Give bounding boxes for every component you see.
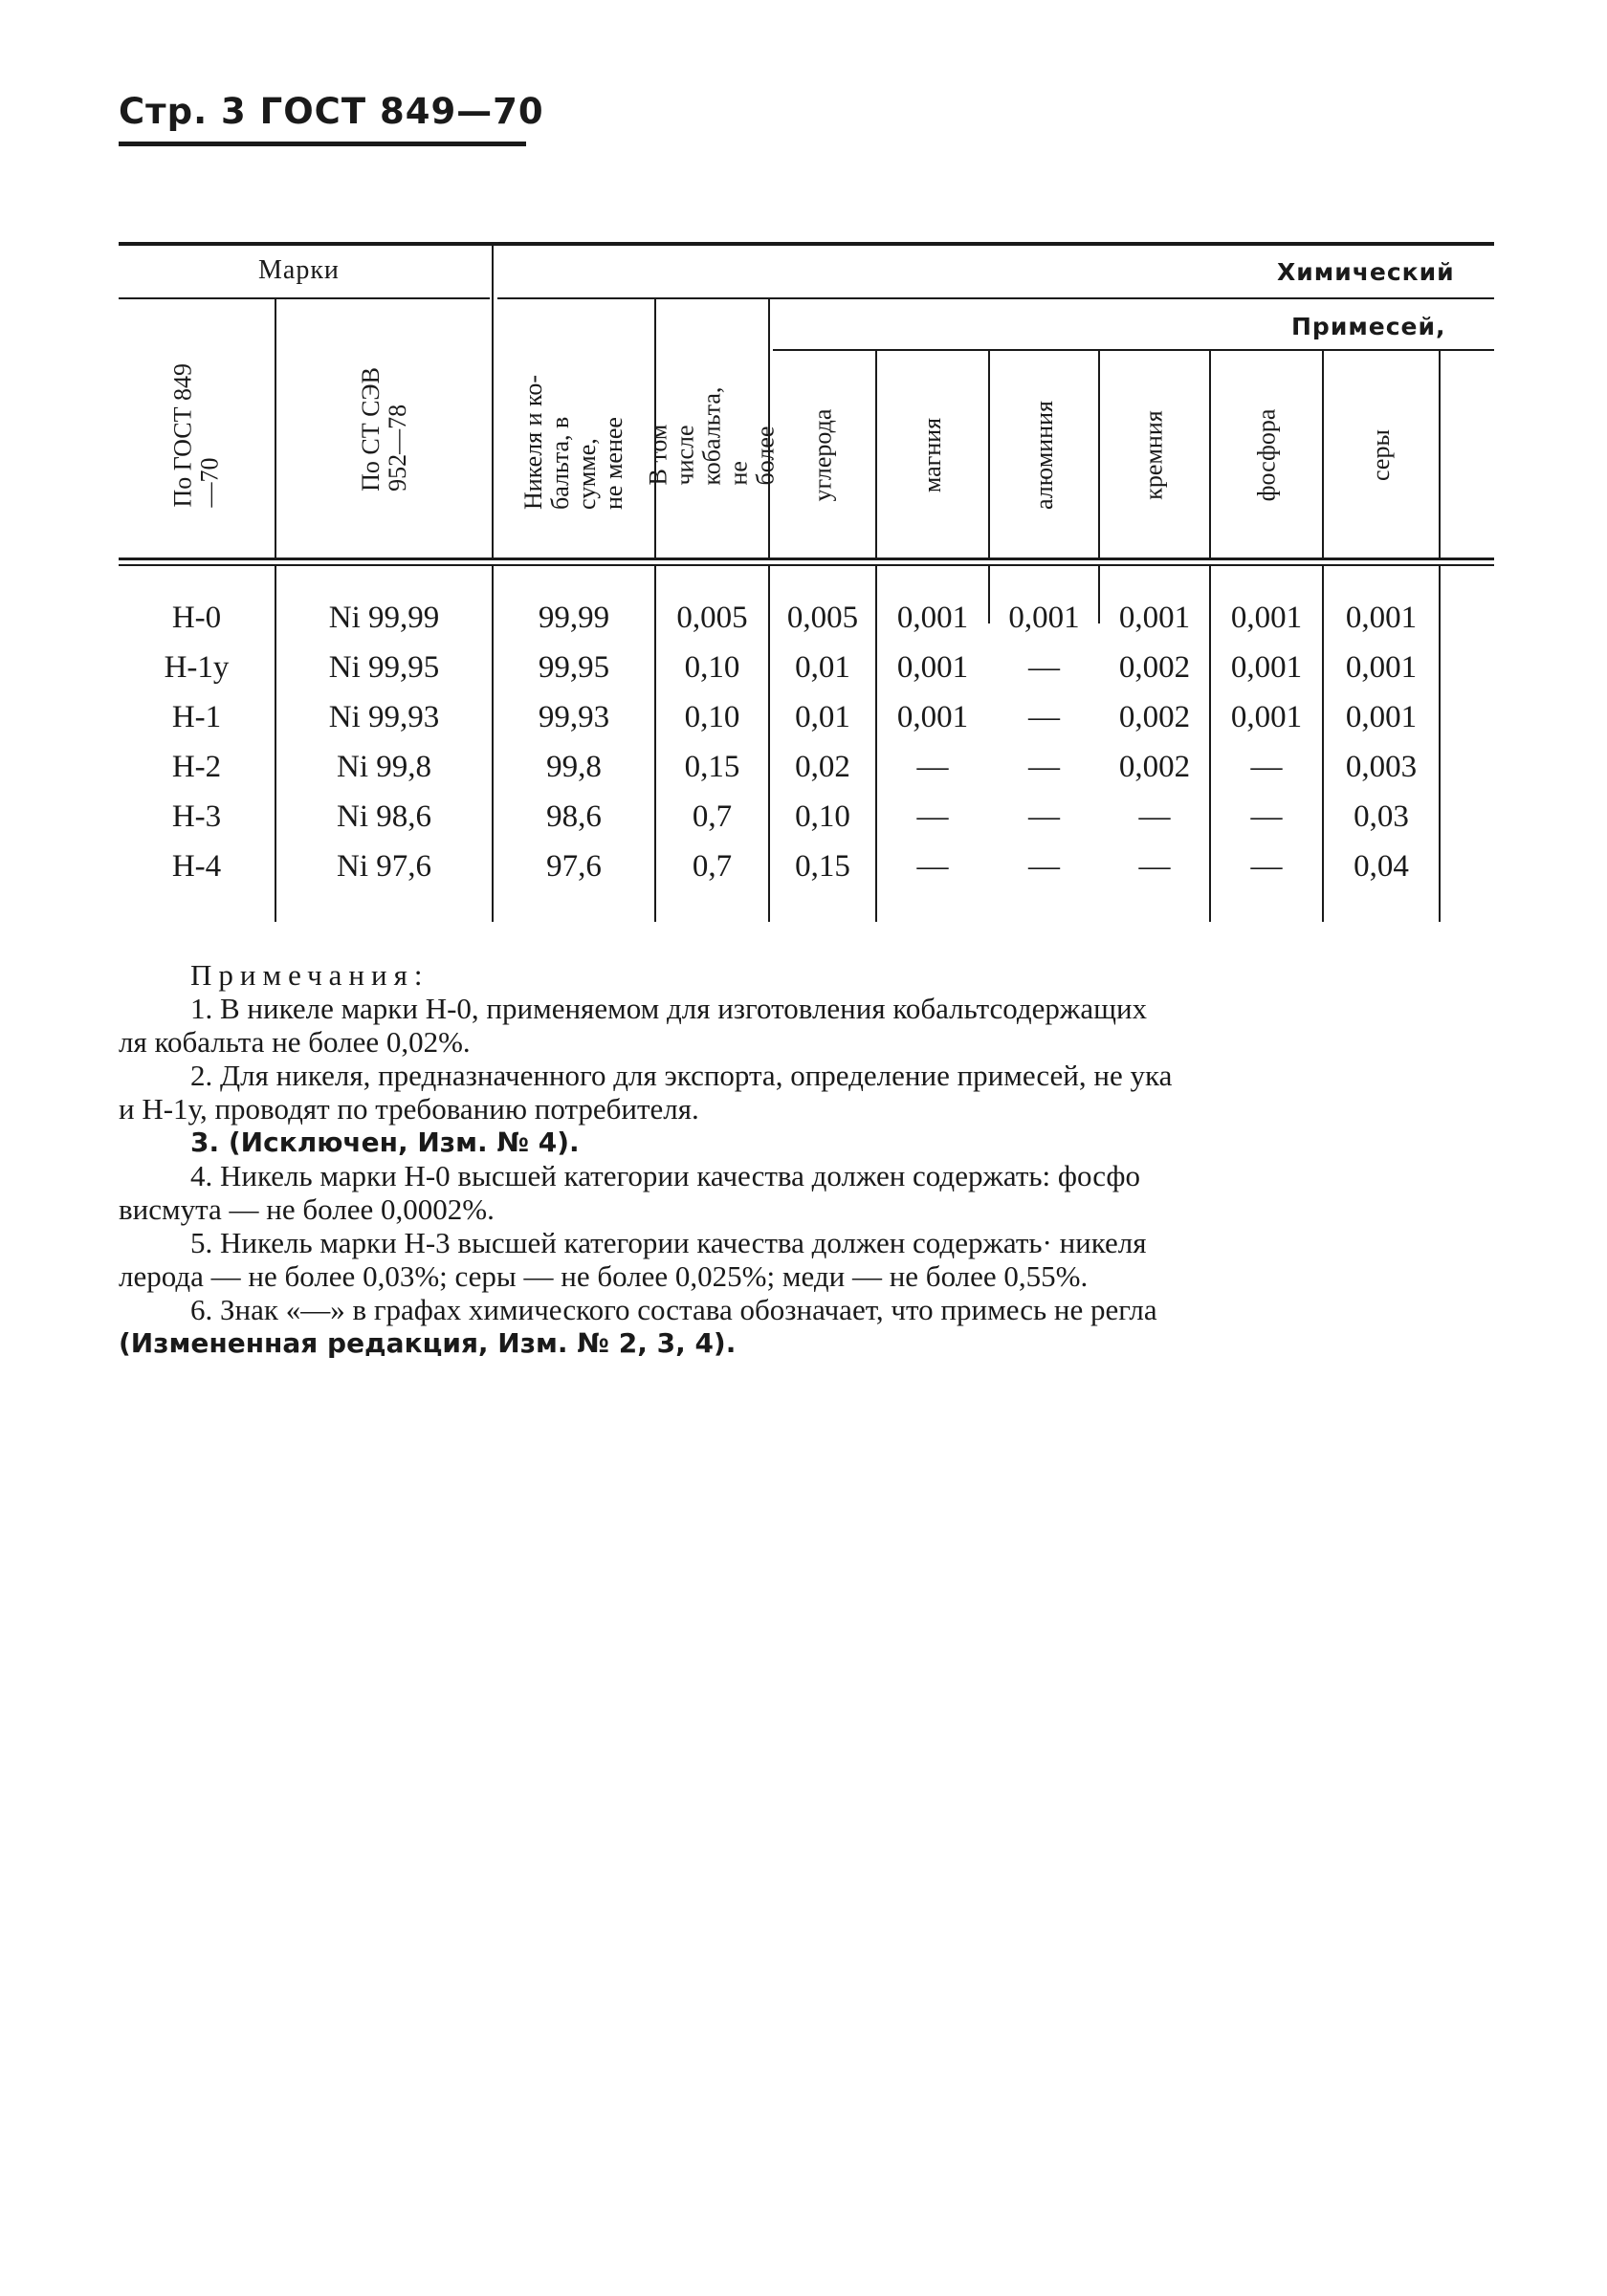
col-header-c: углерода xyxy=(807,408,836,502)
cell-co: 0,005 xyxy=(676,600,748,635)
table-row xyxy=(119,692,1494,742)
notes-section xyxy=(119,958,1496,1360)
col-header-p: фосфора xyxy=(1252,408,1280,502)
cell-c: 0,10 xyxy=(795,798,850,834)
cell-s: 0,04 xyxy=(1354,848,1409,884)
cell-co: 0,15 xyxy=(684,749,740,784)
cell-gost: Н-1у xyxy=(164,649,230,685)
note-4-cont: висмута — не более 0,0002%. xyxy=(119,1192,495,1226)
note-5: 5. Никель марки Н-3 высшей категории качества должен содержать· никеля xyxy=(190,1226,1147,1259)
cell-st-sev: Ni 99,95 xyxy=(328,649,440,685)
cell-mg: 0,001 xyxy=(896,600,969,635)
cell-al: 0,001 xyxy=(1008,600,1080,635)
col-header-si: кремния xyxy=(1139,410,1168,500)
cell-ni-co: 99,8 xyxy=(546,749,602,784)
cell-si: — xyxy=(1138,798,1171,834)
cell-st-sev: Ni 99,93 xyxy=(328,699,440,734)
cell-s: 0,03 xyxy=(1354,798,1409,834)
note-2: 2. Для никеля, предназначенного для экспорта, определение примесей, не ука xyxy=(190,1059,1173,1092)
note-1-cont: ля кобальта не более 0,02%. xyxy=(119,1025,471,1059)
cell-si: — xyxy=(1138,848,1171,884)
marks-rule xyxy=(119,297,490,299)
cell-s: 0,001 xyxy=(1345,600,1418,635)
cell-ni-co: 99,95 xyxy=(538,649,610,685)
cell-mg: — xyxy=(916,848,949,884)
cell-mg: — xyxy=(916,798,949,834)
col-header-gost: По ГОСТ 849—70 xyxy=(168,363,224,508)
chem-rule xyxy=(497,297,1494,299)
cell-c: 0,01 xyxy=(795,649,850,685)
cell-ni-co: 98,6 xyxy=(546,798,602,834)
cell-p: — xyxy=(1250,848,1283,884)
cell-mg: — xyxy=(916,749,949,784)
cell-p: 0,001 xyxy=(1230,649,1303,685)
cell-st-sev: Ni 99,8 xyxy=(337,749,431,784)
col-header-ni-co: Никеля и ко- бальта, в сумме, не менее xyxy=(519,374,627,510)
note-6: 6. Знак «—» в графах химического состава обозначает, что примесь не регла xyxy=(190,1293,1157,1326)
cell-p: — xyxy=(1250,798,1283,834)
cell-mg: 0,001 xyxy=(896,649,969,685)
col-header-co: В том числе кобальта, не более xyxy=(644,386,780,486)
col-header-s: серы xyxy=(1367,429,1395,481)
note-2-cont: и Н-1у, проводят по требованию потребителя. xyxy=(119,1092,699,1126)
header-bottom-rule xyxy=(119,558,1494,560)
cell-s: 0,001 xyxy=(1345,649,1418,685)
cell-gost: Н-2 xyxy=(171,749,222,784)
cell-p: — xyxy=(1250,749,1283,784)
cell-al: — xyxy=(1028,749,1060,784)
cell-al: — xyxy=(1028,848,1060,884)
cell-p: 0,001 xyxy=(1230,699,1303,734)
impurities-rule xyxy=(773,349,1494,351)
cell-gost: Н-3 xyxy=(171,798,222,834)
page-header: Стр. 3 ГОСТ 849—70 xyxy=(119,91,544,132)
cell-ni-co: 99,99 xyxy=(538,600,610,635)
cell-gost: Н-1 xyxy=(171,699,222,734)
cell-st-sev: Ni 98,6 xyxy=(337,798,431,834)
col-header-st-sev: По СТ СЭВ 952—78 xyxy=(356,367,411,492)
header-bottom-rule-2 xyxy=(119,564,1494,566)
note-1: 1. В никеле марки Н-0, применяемом для изготовления кобальтсодержащих xyxy=(190,992,1148,1025)
cell-ni-co: 99,93 xyxy=(538,699,610,734)
cell-c: 0,02 xyxy=(795,749,850,784)
cell-st-sev: Ni 97,6 xyxy=(337,848,431,884)
cell-st-sev: Ni 99,99 xyxy=(328,600,440,635)
cell-p: 0,001 xyxy=(1230,600,1303,635)
cell-s: 0,001 xyxy=(1345,699,1418,734)
table-row xyxy=(119,842,1494,891)
table-top-rule xyxy=(119,242,1494,246)
cell-s: 0,003 xyxy=(1345,749,1418,784)
table-row xyxy=(119,792,1494,842)
group-marks-label: Марки xyxy=(258,255,340,285)
note-5-cont: лерода — не более 0,03%; серы — не более 0,025%; меди — не более 0,55%. xyxy=(119,1259,1089,1293)
cell-c: 0,005 xyxy=(786,600,859,635)
note-4: 4. Никель марки Н-0 высшей категории качества должен содержать: фосфо xyxy=(190,1159,1140,1192)
cell-gost: Н-0 xyxy=(171,600,222,635)
cell-mg: 0,001 xyxy=(896,699,969,734)
notes-title: Примечания: xyxy=(190,958,429,992)
cell-al: — xyxy=(1028,649,1060,685)
cell-c: 0,01 xyxy=(795,699,850,734)
group-chem-label: Химический xyxy=(1277,258,1455,286)
cell-al: — xyxy=(1028,699,1060,734)
cell-co: 0,10 xyxy=(684,649,740,685)
cell-c: 0,15 xyxy=(795,848,850,884)
table-row xyxy=(119,593,1494,643)
cell-si: 0,002 xyxy=(1118,699,1191,734)
edition-note: (Измененная редакция, Изм. № 2, 3, 4). xyxy=(119,1327,737,1359)
cell-co: 0,7 xyxy=(692,848,733,884)
cell-si: 0,002 xyxy=(1118,749,1191,784)
cell-co: 0,7 xyxy=(692,798,733,834)
cell-al: — xyxy=(1028,798,1060,834)
table-row xyxy=(119,742,1494,792)
table-row xyxy=(119,643,1494,692)
cell-co: 0,10 xyxy=(684,699,740,734)
vline-10 xyxy=(1439,351,1441,559)
group-impurities-label: Примесей, xyxy=(1291,313,1446,340)
cell-si: 0,001 xyxy=(1118,600,1191,635)
cell-gost: Н-4 xyxy=(171,848,222,884)
note-3: 3. (Исключен, Изм. № 4). xyxy=(190,1126,580,1158)
col-header-al: алюминия xyxy=(1029,401,1058,510)
header-rule xyxy=(119,142,526,146)
cell-si: 0,002 xyxy=(1118,649,1191,685)
cell-ni-co: 97,6 xyxy=(546,848,602,884)
col-header-mg: магния xyxy=(918,417,946,493)
